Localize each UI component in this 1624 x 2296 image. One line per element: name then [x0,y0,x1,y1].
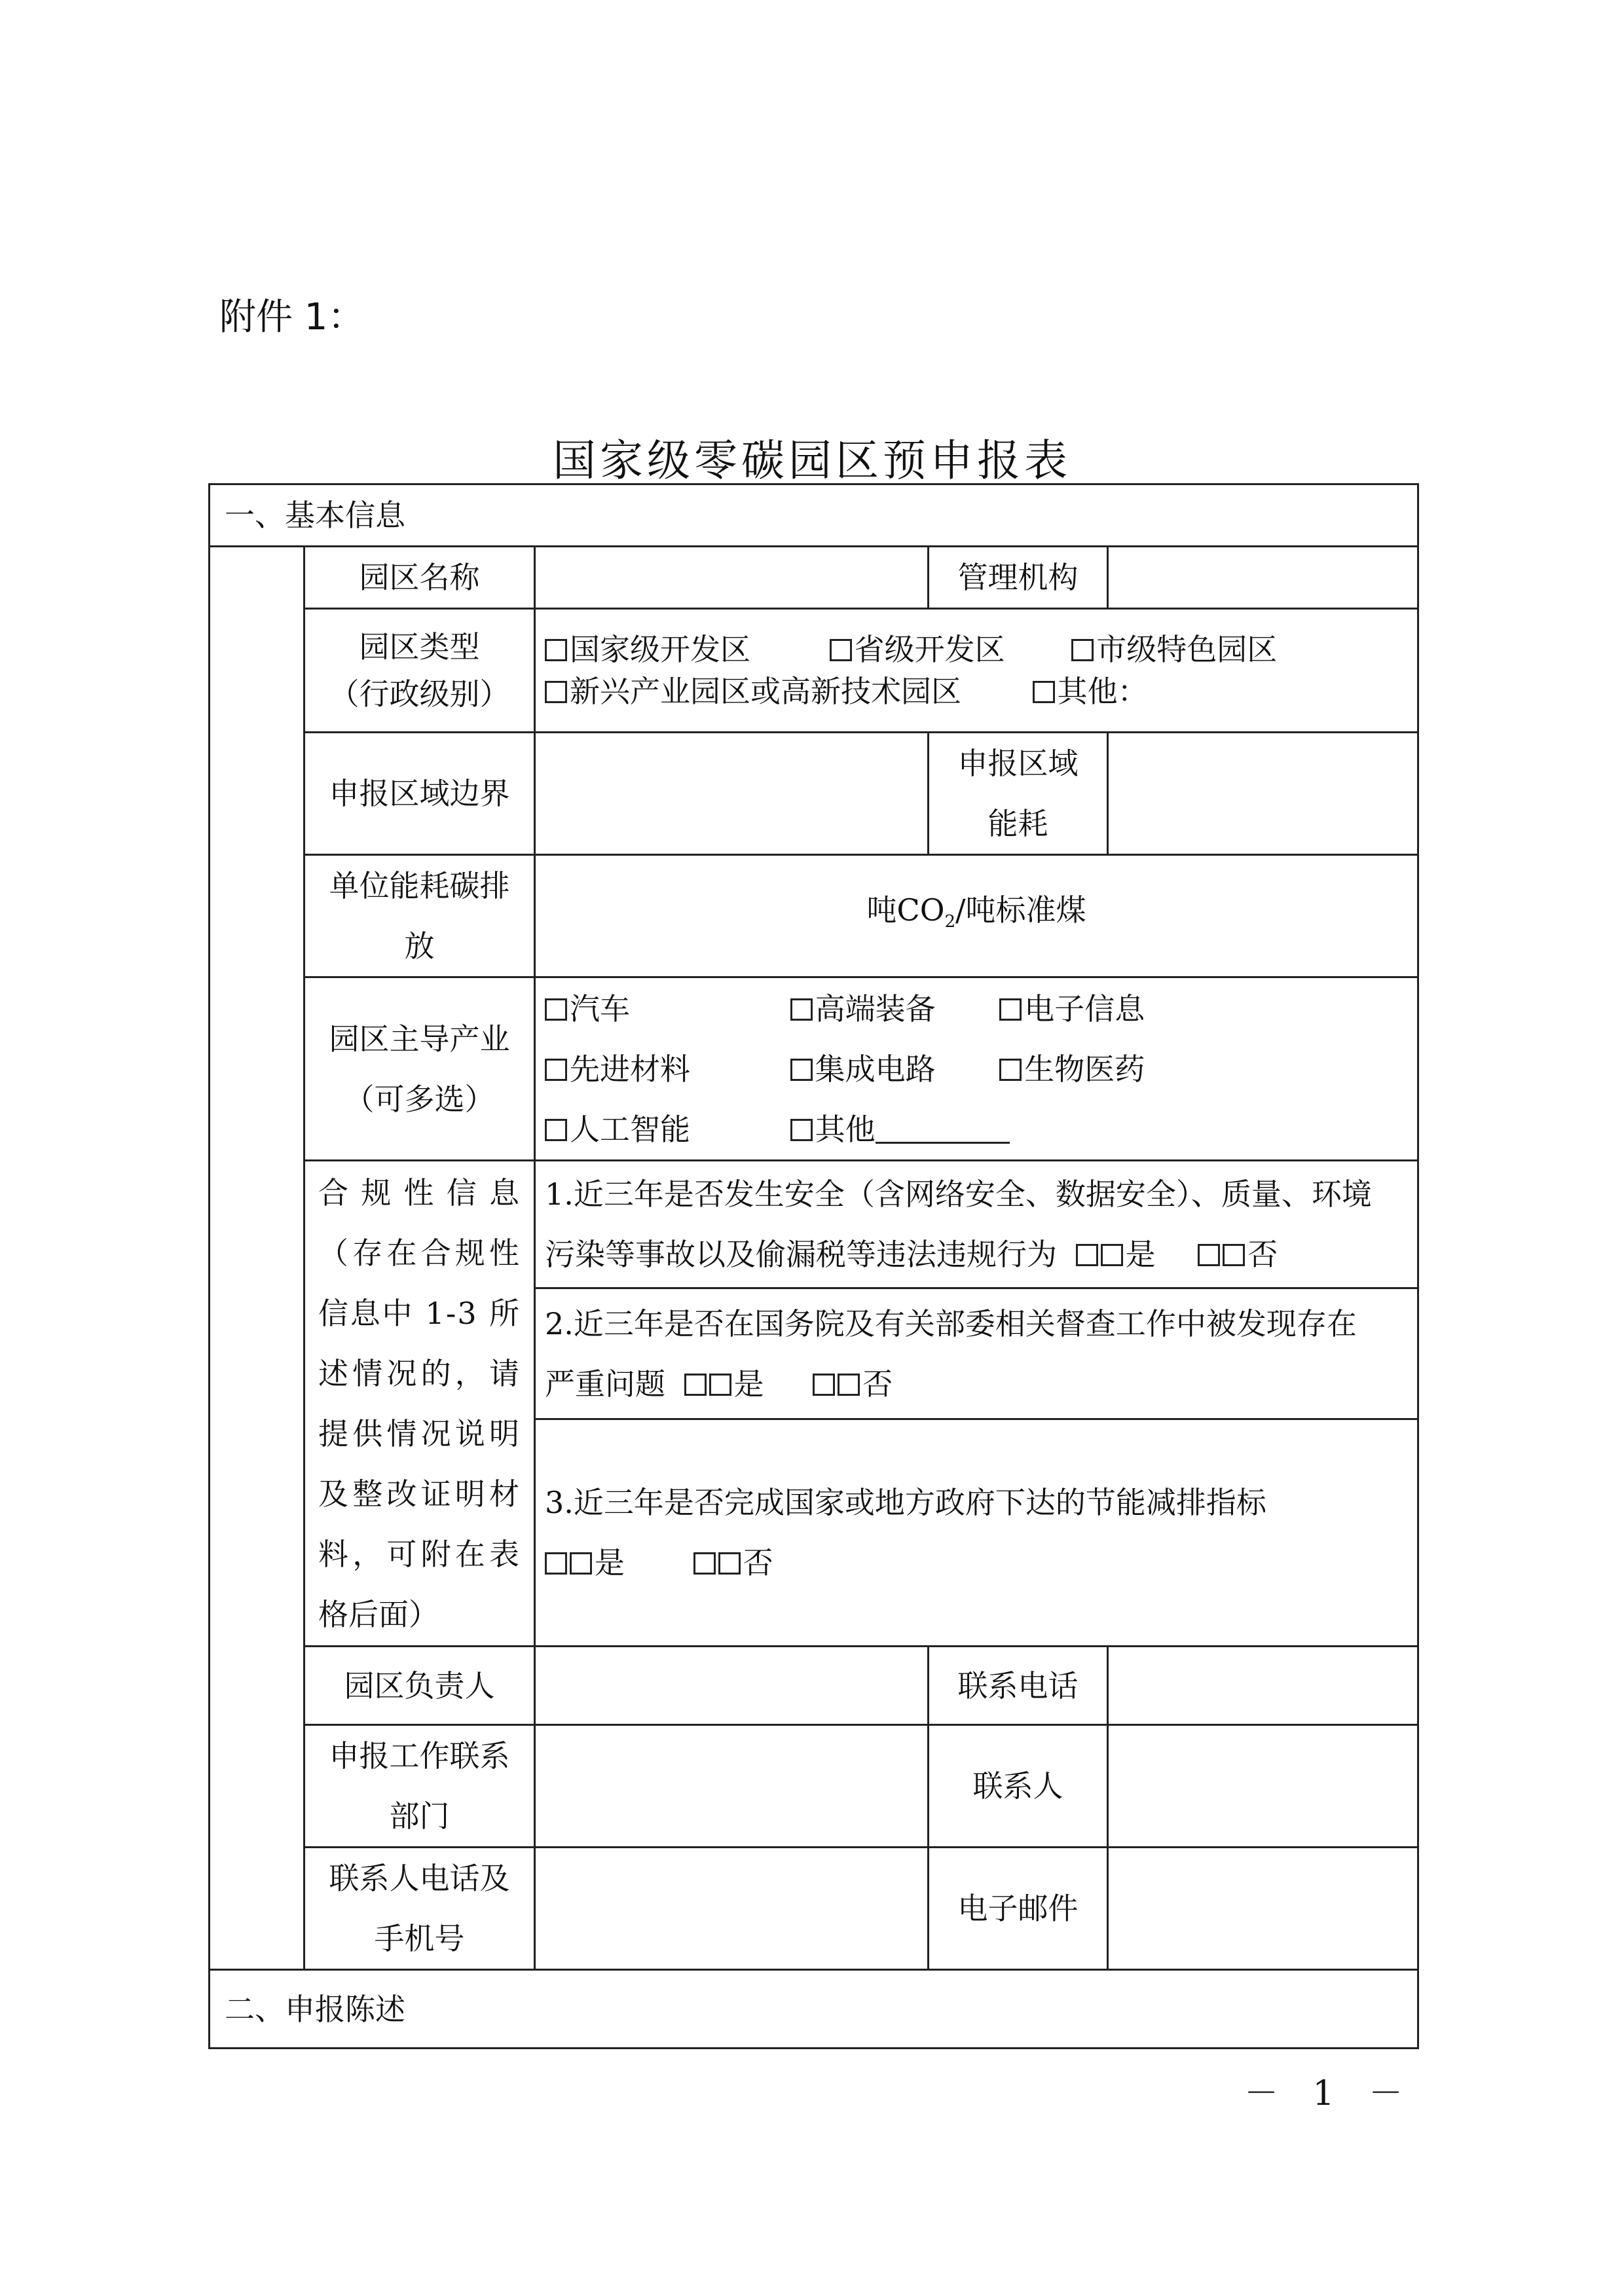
energy-consumption-field[interactable] [1108,733,1418,855]
label-contact-mobile: 联系人电话及 手机号 [304,1848,535,1970]
contact-mobile-field[interactable] [535,1848,929,1970]
page-number: － 1 － [1244,2074,1415,2113]
label-email: 电子邮件 [929,1848,1108,1970]
compliance-question-2: 2.近三年是否在国务院及有关部委相关督查工作中被发现存在 严重问题 是 否 [535,1288,1418,1419]
label-park-leader: 园区负责人 [304,1647,535,1725]
checkbox-provincial-zone[interactable] [830,639,852,661]
q3-yes-checkbox[interactable] [570,1552,592,1575]
label-contact-department: 申报工作联系 部门 [304,1725,535,1848]
boundary-field[interactable] [535,733,929,855]
other-industry-blank[interactable] [876,1117,1010,1144]
q2-no-checkbox[interactable] [838,1374,860,1396]
contact-phone-field[interactable] [1108,1647,1418,1725]
application-form-table [208,483,1419,2049]
park-type-options: 国家级开发区 省级开发区 市级特色园区 新兴产业园区或高新技术园区 其他： [535,609,1418,733]
checkbox-advanced-materials[interactable] [545,1059,567,1081]
checkbox-national-zone[interactable] [545,639,567,661]
checkbox-artificial-intelligence[interactable] [545,1119,567,1141]
form-title: 国家级零碳园区预申报表 [553,435,1071,486]
left-margin-cell [210,547,304,1970]
checkbox-integrated-circuits[interactable] [790,1059,813,1081]
checkbox-other-industry[interactable] [790,1119,813,1141]
q1-yes-checkbox[interactable] [1101,1244,1123,1266]
checkbox-city-park[interactable] [1071,639,1094,661]
park-leader-field[interactable] [535,1647,929,1725]
checkbox-other-type[interactable] [1033,681,1055,703]
label-park-type: 园区类型 （行政级别） [304,609,535,733]
contact-department-field[interactable] [535,1725,929,1848]
label-contact-person: 联系人 [929,1725,1108,1848]
label-carbon-intensity: 单位能耗碳排放 [304,855,535,977]
section-statement: 二、申报陈述 [210,1970,1418,2049]
label-management-org: 管理机构 [929,547,1108,609]
industry-options: 汽车 高端装备 电子信息 先进材料 集成电路 生物医药 人工智能 其他 [535,977,1418,1161]
checkbox-electronic-info[interactable] [999,998,1022,1021]
checkbox-emerging-industry-park[interactable] [545,681,567,703]
label-boundary: 申报区域边界 [304,733,535,855]
section-basic-info: 一、基本信息 [210,484,1418,547]
label-compliance-info: 合规性信息 （存在合规性 信息中 1-3 所 述情况的，请 提供情况说明 及整改证明材 料，可附在表 格后面） [304,1161,535,1647]
compliance-question-1: 1.近三年是否发生安全（含网络安全、数据安全）、质量、环境 污染等事故以及偷漏税等违法违规行为 是 否 [535,1161,1418,1288]
attachment-label: 附件 1： [219,296,365,338]
email-field[interactable] [1108,1848,1418,1970]
label-energy-consumption: 申报区域 能耗 [929,733,1108,855]
q2-yes-checkbox[interactable] [709,1374,731,1396]
contact-person-field[interactable] [1108,1725,1418,1848]
label-contact-phone: 联系电话 [929,1647,1108,1725]
compliance-question-3: 3.近三年是否完成国家或地方政府下达的节能减排指标 是 否 [535,1419,1418,1647]
q3-no-checkbox[interactable] [718,1552,741,1575]
carbon-intensity-field[interactable]: 吨$CO_2/$吨标准煤 [535,855,1418,977]
checkbox-automobile[interactable] [545,998,567,1021]
checkbox-biomedicine[interactable] [999,1059,1022,1081]
park-name-field[interactable] [535,547,929,609]
label-park-name: 园区名称 [304,547,535,609]
management-org-field[interactable] [1108,547,1418,609]
checkbox-high-end-equipment[interactable] [790,998,813,1021]
label-leading-industry: 园区主导产业 （可多选） [304,977,535,1161]
q1-no-checkbox[interactable] [1223,1244,1245,1266]
